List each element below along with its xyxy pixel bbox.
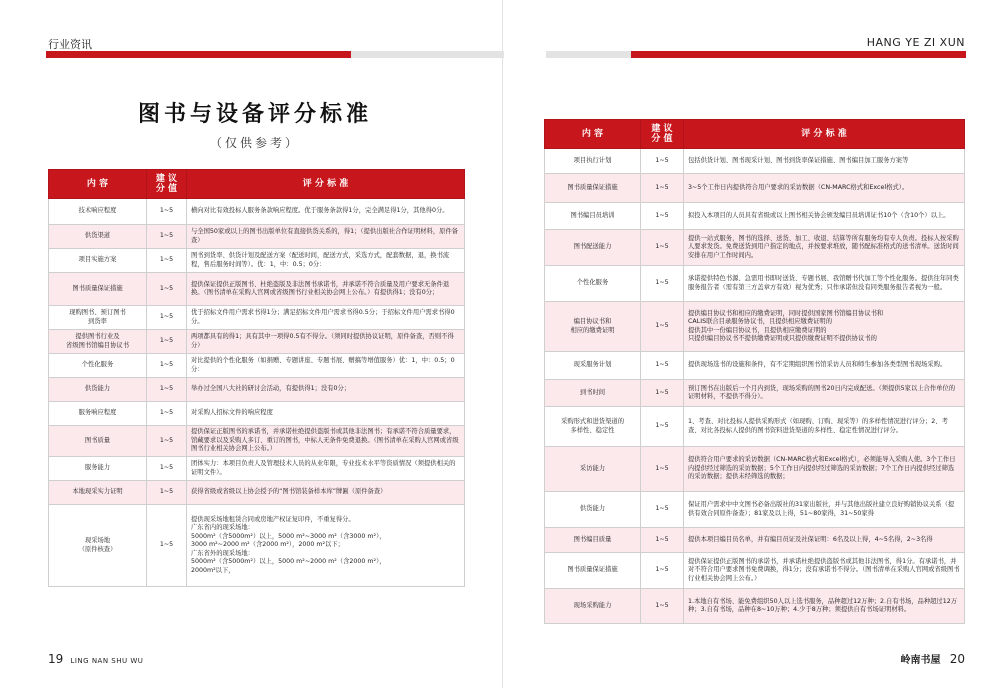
table-row (545, 203, 965, 230)
criterion-detail: 对比提供的个性化服务（如捐赠、专题讲座、专题书展、赠搞等增值服务）优：1，中：0.5；0分： (187, 354, 465, 378)
suggested-score: 1~5 (147, 378, 187, 402)
criterion-name: 到书时间 (545, 380, 641, 407)
suggested-score: 1~5 (641, 203, 684, 230)
suggested-score: 1~5 (641, 492, 684, 528)
suggested-score: 1~5 (147, 481, 187, 505)
suggested-score: 1~5 (641, 528, 684, 553)
table-row (545, 492, 965, 528)
table-row (545, 447, 965, 492)
criterion-detail: 保证用户需求中中文图书必备出版社的31家出版社，并与其他出版社建立良好购销协议关系（提供有效合同原件备查）；81家及以上得，51~80家得，31~50家得 (684, 492, 965, 528)
criterion-detail: 优于招标文件用户需求书得1分；满足招标文件用户需求书得0.5分；于招标文件用户需求书得0分。 (187, 306, 465, 330)
table-row (49, 378, 465, 402)
criterion-detail: 横向对比有效投标人服务条款响应程度。优于服务条款得1分，完全满足得1分，其他得0分。 (187, 199, 465, 225)
table-row (545, 302, 965, 352)
suggested-score: 1~5 (641, 302, 684, 352)
criterion-name: 图书质量保证措施 (545, 553, 641, 589)
table-row (545, 380, 965, 407)
suggested-score: 1~5 (641, 149, 684, 174)
criterion-line: 广东省内的现采场地： (191, 524, 254, 532)
criterion-detail: 预订图书在出版后一个月内到货，现场采购的图书20日内完成配送。（须提供5家以上合作单位的证明材料，不提供不得分）。 (684, 380, 965, 407)
criterion-name: 服务响应程度 (49, 402, 147, 426)
suggested-score: 1~5 (147, 330, 187, 354)
scoring-table-left (48, 169, 465, 587)
table-row (545, 230, 965, 266)
criterion-detail: 提供保证提供正版图书、杜绝盗版及非法图书承诺书，并承诺不符合质量及用户要求无条件退换。（图书清单在采购人官网或省级图书行业相关协会网上公布。）有提供得1；没有0分； (187, 273, 465, 306)
criterion-name: 现采服务计划 (545, 352, 641, 380)
criterion-name: 现购图书、预订图书 到货率 (49, 306, 147, 330)
page-number: 19 (48, 652, 64, 666)
criterion-detail: 提供现场选书的设施和条件，有不定期组织图书馆采访人员和师生参加各类型图书现场采购。 (684, 352, 965, 380)
criterion-line: 提供其中一份编目协议书，且提供相应缴费证明的 (688, 326, 827, 334)
criterion-detail: 举办过全国八大社的研讨会活动，有提供得1；没有0分； (187, 378, 465, 402)
suggested-score: 1~5 (147, 199, 187, 225)
criterion-line: 5000m²（含5000m²）以上，5000 m²~2000 m²（含2000 m²）， (191, 558, 386, 566)
criterion-name: 现场采购能力 (545, 589, 641, 624)
criterion-name: 项目执行计划 (545, 149, 641, 174)
magazine-name: LING NAN SHU WU (70, 657, 144, 665)
col-header-criteria: 评 分 标 准 (684, 120, 965, 149)
criterion-line: 广东省外的现采场地： (191, 549, 254, 557)
criterion-detail: 提供保证正版图书的承诺书，并承诺杜绝提供盗版书或其他非法图书；有承诺不符合质量要求，馆藏要求以及采购人多订、重订的图书，中标人无条件免费退换。（图书清单在采购人官网或省级图书行业相关协会网上公布。） (187, 426, 465, 457)
criterion-name: 个性化服务 (49, 354, 147, 378)
col-header-score: 建 议 分 值 (147, 170, 187, 199)
criterion-line: 提供现采场地租赁合同或房地产权证复印件，不重复得分。 (191, 515, 355, 523)
criterion-detail: 与全国50家或以上的图书出版单位有直接供货关系的，得1；（提供出版社合作证明材料，原件备查） (187, 225, 465, 249)
table-row (545, 553, 965, 589)
suggested-score: 1~5 (641, 352, 684, 380)
table-row (49, 457, 465, 481)
criterion-detail: 1.本地自有书场、能免费组织50人以上选书服务，品种超过12万种；2.自有书场，品种超过12万种；3.自有书场，品种在8~10万种；4.少于8万种；须提供自有书场证明材料。 (684, 589, 965, 624)
suggested-score: 1~5 (147, 402, 187, 426)
criterion-name: 本地现采实力证明 (49, 481, 147, 505)
criterion-line: CALIS联合目录服务协议书，且提供相应缴费证明的 (688, 318, 833, 325)
criterion-name: 图书质量保证措施 (545, 174, 641, 203)
criterion-detail: 包括供货计划、图书现采计划、图书到货率保证措施、图书编目加工服务方案等 (684, 149, 965, 174)
criterion-name: 图书配送能力 (545, 230, 641, 266)
suggested-score: 1~5 (641, 230, 684, 266)
col-header-content: 内 容 (49, 170, 147, 199)
suggested-score: 1~5 (147, 306, 187, 330)
suggested-score: 1~5 (641, 174, 684, 203)
criterion-line: 提供编目协议书和相应的缴费证明，同时提供国家图书馆编目协议书和 (688, 309, 884, 317)
col-header-content: 内 容 (545, 120, 641, 149)
criterion-name: 供货能力 (545, 492, 641, 528)
table-row (49, 354, 465, 378)
table-body (545, 149, 965, 624)
criterion-name: 项目实施方案 (49, 249, 147, 273)
table-row (49, 225, 465, 249)
suggested-score: 1~5 (147, 249, 187, 273)
criterion-name: 供货能力 (49, 378, 147, 402)
suggested-score: 1~5 (147, 457, 187, 481)
criterion-name: 图书质量 (49, 426, 147, 457)
criterion-name: 采购形式和进货渠道的 多样性、稳定性 (545, 407, 641, 447)
criterion-detail: 承诺提供特色书源、急需用书即时送货、专题书展、我馆赠书代加工等个性化服务。提供往年同类服务报告者（需有第三方盖章方有效）视为优秀；只作承诺但没有同类服务报告者视为一般。 (684, 266, 965, 302)
table-row (49, 273, 465, 306)
table-row (49, 330, 465, 354)
criterion-name: 个性化服务 (545, 266, 641, 302)
suggested-score: 1~5 (641, 553, 684, 589)
header-bar (546, 51, 966, 58)
suggested-score: 1~5 (147, 505, 187, 587)
suggested-score: 1~5 (641, 380, 684, 407)
scoring-table-right (544, 119, 965, 624)
page-subtitle: （仅供参考） (209, 136, 300, 150)
criterion-detail: 两项都具有的得1；具有其中一项得0.5有不得分。（须同时提供协议证明，原件备查，否则不得分） (187, 330, 465, 354)
criterion-line: 3000 m²~2000 m²（含2000 m²），2000 m²以下； (191, 541, 344, 549)
table-row (545, 266, 965, 302)
page-title: 图书与设备评分标准 (137, 101, 372, 127)
section-header: 行业资讯 (48, 38, 92, 51)
suggested-score: 1~5 (147, 273, 187, 306)
criterion-line: 5000m²（含5000m²）以上，5000 m²~3000 m²（含3000 m²）， (191, 532, 386, 540)
criterion-detail: 3~5个工作日内提供符合用户要求的采访数据（CN-MARC格式和Excel格式）。 (684, 174, 965, 203)
table-row (545, 407, 965, 447)
table-body (49, 199, 465, 587)
criterion-name: 图书编目员培训 (545, 203, 641, 230)
criterion-detail: 提供一站式服务，图书的选择、送货、加工、收退、结算等所有服务均有专人负责。投标人按采购人要求发货。免费送货到用户指定的地点，并按要求堆放，随书配标准格式的送书清单。送货时间安排在用户工作时间内。 (684, 230, 965, 266)
suggested-score: 1~5 (641, 407, 684, 447)
criterion-line: 2000m²以下， (191, 566, 235, 574)
criterion-detail: 对采购人招标文件的响应程度 (187, 402, 465, 426)
suggested-score: 1~5 (641, 447, 684, 492)
page-footer (901, 651, 965, 666)
criterion-detail: 提供保证提供正版图书的承诺书，并承诺杜绝提供盗版书或其他非法图书，得1分。有承诺书，并对不符合用户要求图书免费调换，得1分；没有承诺书不得分。（图书清单在采购人官网或省级图书行业相关协会网上公布。） (684, 553, 965, 589)
table-row (49, 249, 465, 273)
page-number: 20 (949, 652, 965, 666)
criterion-name: 服务能力 (49, 457, 147, 481)
criterion-name: 供货渠道 (49, 225, 147, 249)
col-header-criteria: 评 分 标 准 (187, 170, 465, 199)
table-row (545, 528, 965, 553)
magazine-name: 岭南书屋 (900, 655, 941, 666)
suggested-score: 1~5 (641, 266, 684, 302)
table-row (49, 481, 465, 505)
table-row (49, 402, 465, 426)
criterion-detail: 获得省级或省级以上协会授予的“图书馆装备样本库”牌匾（原件备查） (187, 481, 465, 505)
table-row (545, 589, 965, 624)
suggested-score: 1~5 (147, 225, 187, 249)
criterion-name: 现采场地 （原件核查） (49, 505, 147, 587)
table-row (545, 149, 965, 174)
table-row (49, 426, 465, 457)
criterion-name: 图书编目质量 (545, 528, 641, 553)
table-row (49, 199, 465, 225)
table-row (49, 306, 465, 330)
left-page (0, 0, 503, 688)
criterion-detail (187, 505, 465, 587)
criterion-name: 技术响应程度 (49, 199, 147, 225)
criterion-name: 采访能力 (545, 447, 641, 492)
table-row (545, 352, 965, 380)
criterion-detail: 提供符合用户要求的采访数据（CN-MARC格式和Excel格式），必须能导入采购人使。3个工作日内提供经过筛选的采访数据；5个工作日内提供经过筛选的采访数据；7个工作日内提供经过筛选的采访数据；提供未经筛选的数据； (684, 447, 965, 492)
criterion-detail (684, 302, 965, 352)
criterion-name: 编目协议书和 相应的缴费证明 (545, 302, 641, 352)
criterion-detail: 提供本项目编目员名单，并有编目员证及社保证明：6名及以上得，4~5名得，2~3名得 (684, 528, 965, 553)
criterion-detail: 图书到货率、供货计划及配送方案（配送时间，配送方式，采选方式，配套数据，退，换书流程，售后服务时间等）。优：1，中：0.5；0分： (187, 249, 465, 273)
suggested-score: 1~5 (147, 426, 187, 457)
suggested-score: 1~5 (147, 354, 187, 378)
criterion-name: 图书质量保证措施 (49, 273, 147, 306)
section-header: HANG YE ZI XUN (866, 36, 965, 49)
right-page (504, 0, 1007, 688)
table-row (545, 174, 965, 203)
header-bar (46, 51, 506, 58)
col-header-score: 建 议 分 值 (641, 120, 684, 149)
suggested-score: 1~5 (641, 589, 684, 624)
table-row (49, 505, 465, 587)
criterion-detail: 1、考查、对比投标人提供采购形式（如现购、订购、现采等）的多样性情况进行评分；2、考查、对比各投标人提供的图书资料进货渠道的多样性、稳定性情况进行评分。 (684, 407, 965, 447)
criterion-detail: 团体实力：本项目负责人及管理技术人员的从业年限，专业技术水平等资质情况（须提供相关的证明文件）。 (187, 457, 465, 481)
criterion-line: 只提供编目协议书不提供缴费证明或只提供缴费证明不提供协议书的 (688, 335, 877, 342)
criterion-detail: 拟投入本项目的人员具有省级或以上图书相关协会颁发编目员培训证书10个（含10个）以上。 (684, 203, 965, 230)
page-footer (48, 652, 143, 666)
criterion-name: 提供图书行业及 省级图书馆编目协议书 (49, 330, 147, 354)
